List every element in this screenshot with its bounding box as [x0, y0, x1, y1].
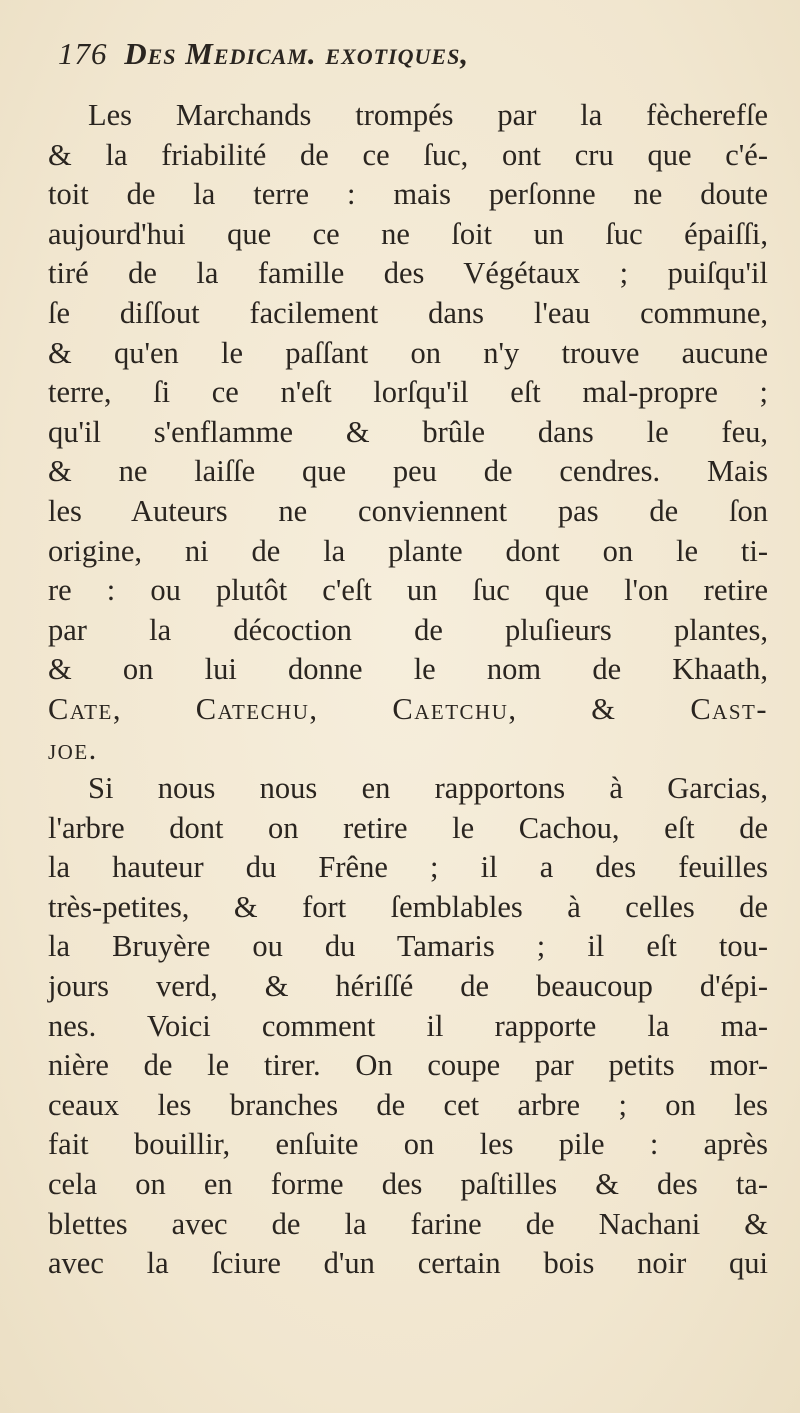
text-line: nière de le tirer. On coupe par petits mor-: [48, 1048, 768, 1083]
text-line: ſe diſſout facilement dans l'eau commune,: [48, 295, 768, 330]
running-title: Des Medicam. exotiques,: [124, 36, 470, 71]
text-line: fait bouillir, enſuite on les pile : après: [48, 1127, 768, 1162]
text-line: par la décoction de pluſieurs plantes,: [48, 612, 768, 647]
text-line: ceaux les branches de cet arbre ; on les: [48, 1087, 768, 1122]
text-line: jours verd, & hériſſé de beaucoup d'épi-: [48, 969, 768, 1004]
text-line: la hauteur du Frêne ; il a des feuilles: [48, 850, 768, 885]
text-line: les Auteurs ne conviennent pas de ſon: [48, 493, 768, 528]
text-line: qu'il s'enflamme & brûle dans le feu,: [48, 414, 768, 449]
text-line: blettes avec de la farine de Nachani &: [48, 1206, 768, 1241]
text-line: très-petites, & fort ſemblables à celles de: [48, 889, 768, 924]
text-line: avec la ſciure d'un certain bois noir qui: [48, 1246, 768, 1281]
text-line: Cate, Catechu, Caetchu, & Cast-: [48, 691, 768, 726]
running-header: [58, 36, 758, 96]
text-line: origine, ni de la plante dont on le ti-: [48, 533, 768, 568]
text-line: la Bruyère ou du Tamaris ; il eſt tou-: [48, 929, 768, 964]
text-line: Les Marchands trompés par la fècherefſe: [88, 98, 768, 132]
text-line: Si nous nous en rapportons à Garcias,: [88, 771, 768, 806]
text-line: joe.: [48, 731, 98, 766]
text-line: & ne laiſſe que peu de cendres. Mais: [48, 454, 768, 489]
text-line: cela on en forme des paſtilles & des ta-: [48, 1167, 768, 1202]
text-line: & la friabilité de ce ſuc, ont cru que c'é-: [48, 137, 768, 172]
text-line: toit de la terre : mais perſonne ne doute: [48, 177, 768, 212]
text-line: terre, ſi ce n'eſt lorſqu'il eſt mal-propre ;: [48, 375, 768, 410]
text-line: & on lui donne le nom de Khaath,: [48, 652, 768, 687]
text-line: aujourd'hui que ce ne ſoit un ſuc épaiſſi,: [48, 216, 768, 251]
body-text: [48, 96, 768, 1284]
text-line: & qu'en le paſſant on n'y trouve aucune: [48, 335, 768, 370]
text-line: l'arbre dont on retire le Cachou, eſt de: [48, 810, 768, 845]
text-line: tiré de la famille des Végétaux ; puiſqu'il: [48, 256, 768, 291]
text-line: re : ou plutôt c'eſt un ſuc que l'on retire: [48, 573, 768, 608]
text-line: nes. Voici comment il rapporte la ma-: [48, 1008, 768, 1043]
page-number: 176: [58, 36, 108, 71]
